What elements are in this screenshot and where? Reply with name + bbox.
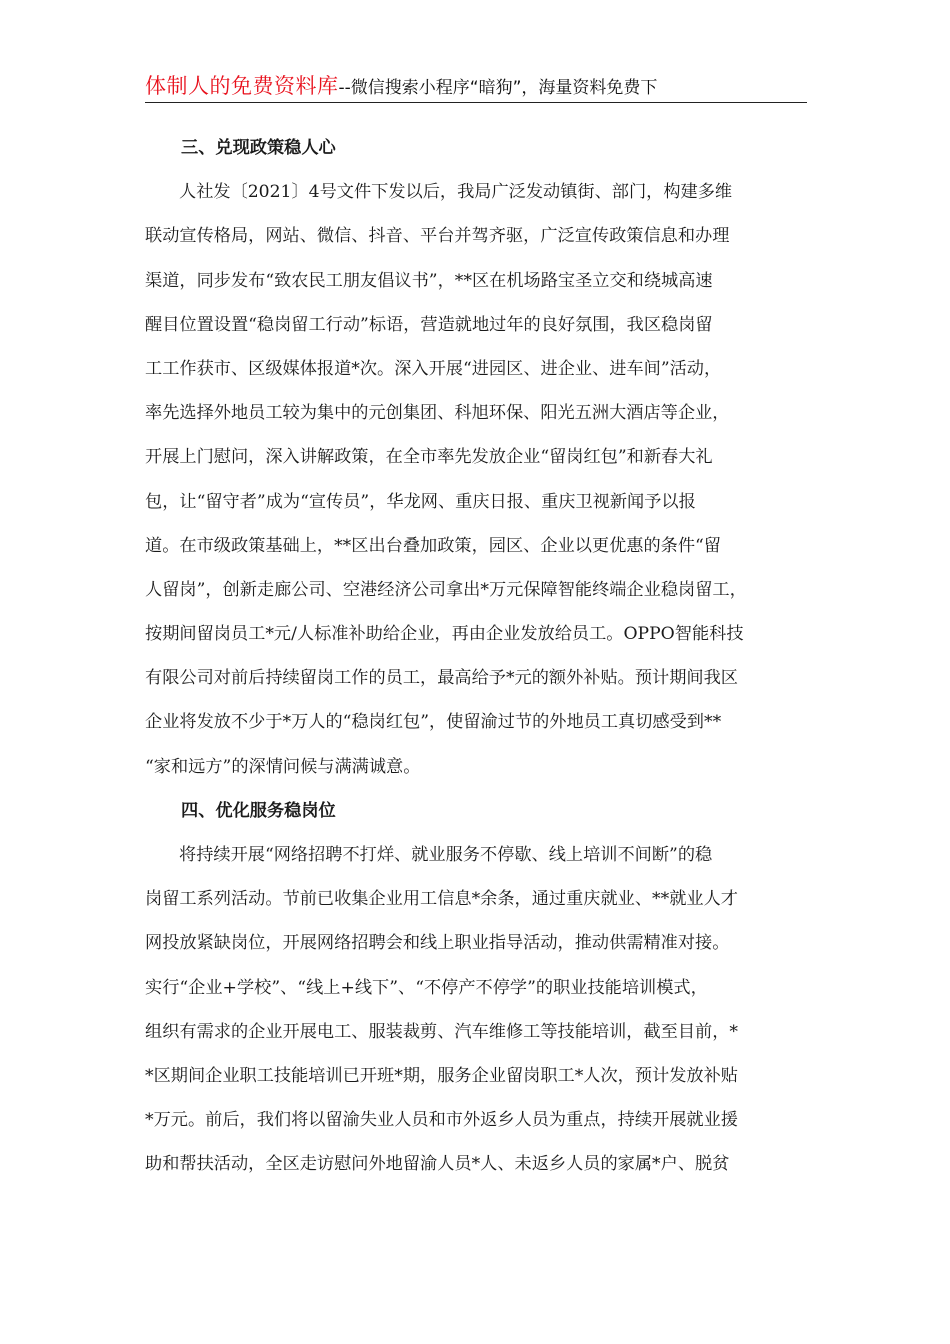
paragraph-line: 包，让“留守者”成为“宣传员”，华龙网、重庆日报、重庆卫视新闻予以报 (145, 491, 696, 512)
paragraph-line: 联动宣传格局，网站、微信、抖音、平台并驾齐驱，广泛宣传政策信息和办理 (145, 226, 730, 247)
section-heading: 三、兑现政策稳人心 (181, 138, 336, 158)
paragraph-line: 率先选择外地员工较为集中的元创集团、科旭环保、阳光五洲大酒店等企业， (145, 403, 730, 424)
paragraph-line: 有限公司对前后持续留岗工作的员工，最高给予*元的额外补贴。预计期间我区 (145, 668, 738, 689)
document-body (145, 126, 820, 1187)
paragraph-line: 助和帮扶活动，全区走访慰问外地留渝人员*人、未返乡人员的家属*户、脱贫 (145, 1154, 730, 1175)
paragraph-line: 实行“企业+学校”、“线上+线下”、“不停产不停学”的职业技能培训模式， (145, 977, 708, 998)
paragraph-line: 将持续开展“网络招聘不打烊、就业服务不停歇、线上培训不间断”的稳 (179, 845, 713, 865)
paragraph-line: 网投放紧缺岗位，开展网络招聘会和线上职业指导活动，推动供需精准对接。 (145, 933, 730, 954)
paragraph-line: 按期间留岗员工*元/人标准补助给企业，再由企业发放给员工。OPPO智能科技 (145, 624, 744, 645)
paragraph-line: 企业将发放不少于*万人的“稳岗红包”，使留渝过节的外地员工真切感受到** (145, 712, 722, 733)
paragraph-line: 组织有需求的企业开展电工、服装裁剪、汽车维修工等技能培训，截至目前，* (145, 1021, 738, 1042)
section-heading: 四、优化服务稳岗位 (181, 800, 336, 821)
paragraph-line: 道。在市级政策基础上，**区出台叠加政策，园区、企业以更优惠的条件“留 (145, 535, 721, 556)
paragraph-line: 工工作获市、区级媒体报道*次。深入开展“进园区、进企业、进车间”活动， (145, 358, 722, 379)
paragraph-line: 岗留工系列活动。节前已收集企业用工信息*余条，通过重庆就业、**就业人才 (145, 889, 738, 910)
paragraph-line: 人社发〔2021〕4号文件下发以后，我局广泛发动镇街、部门，构建多维 (179, 182, 733, 203)
page-header (145, 70, 807, 103)
paragraph-line: 人留岗”，创新走廊公司、空港经济公司拿出*万元保障智能终端企业稳岗留工， (145, 579, 747, 600)
paragraph-line: 开展上门慰问，深入讲解政策，在全市率先发放企业“留岗红包”和新春大礼 (145, 447, 713, 468)
paragraph-line: *区期间企业职工技能培训已开班*期，服务企业留岗职工*人次，预计发放补贴 (145, 1065, 738, 1086)
paragraph-line: “家和远方”的深情问候与满满诚意。 (145, 756, 421, 777)
paragraph-line: *万元。前后，我们将以留渝失业人员和市外返乡人员为重点，持续开展就业援 (145, 1110, 738, 1131)
header-note: --微信搜索小程序“暗狗”，海量资料免费下 (338, 78, 658, 98)
paragraph-line: 渠道，同步发布“致农民工朋友倡议书”，**区在机场路宝圣立交和绕城高速 (145, 270, 713, 291)
paragraph-line: 醒目位置设置“稳岗留工行动”标语，营造就地过年的良好氛围，我区稳岗留 (145, 314, 713, 335)
header-brand: 体制人的免费资料库 (145, 74, 339, 98)
